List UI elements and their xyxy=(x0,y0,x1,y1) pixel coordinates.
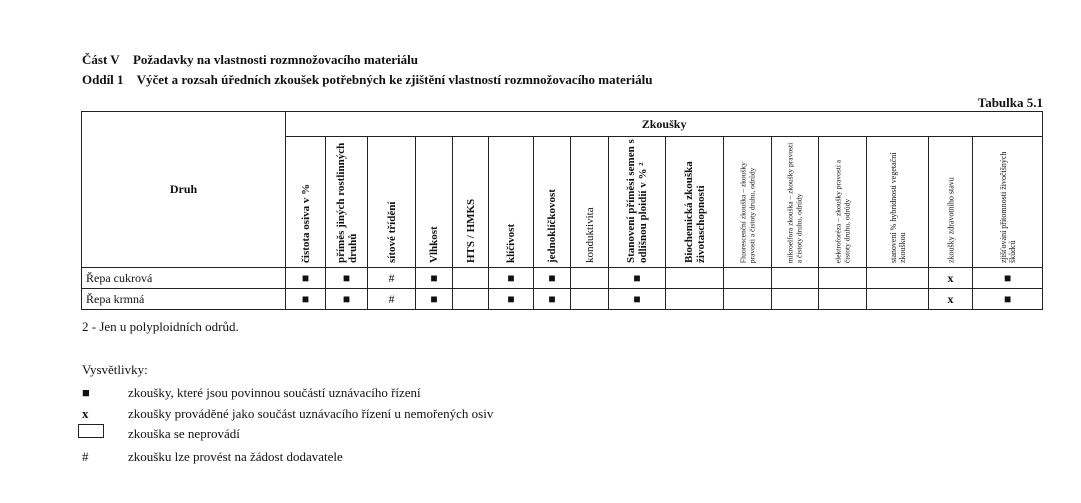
column-header-label: Fluorescenční zkouška – zkoušky pravosti a čistoty druhu, odrůdy xyxy=(737,161,756,263)
column-header-label: jednoklíčkovost xyxy=(546,189,558,263)
table-cell xyxy=(772,289,819,310)
table-cell: # xyxy=(368,268,416,289)
druh-header: Druh xyxy=(82,112,286,268)
column-header-label: Stanovení příměsi semen s odlišnou ploidií v % ² xyxy=(625,139,649,263)
column-header xyxy=(453,137,489,268)
column-header xyxy=(571,137,609,268)
column-header xyxy=(867,137,929,268)
table-cell: ■ xyxy=(489,289,534,310)
section-heading xyxy=(82,72,652,88)
table-cell: ■ xyxy=(609,268,666,289)
table-cell: ■ xyxy=(489,268,534,289)
table-cell: ■ xyxy=(326,268,368,289)
table-row xyxy=(82,268,1043,289)
table-number: Tabulka 5.1 xyxy=(977,95,1043,110)
column-header xyxy=(416,137,453,268)
column-header xyxy=(724,137,772,268)
column-header xyxy=(534,137,571,268)
column-header xyxy=(772,137,819,268)
table-row xyxy=(82,289,1043,310)
column-header-label: příměs jiných rostlinných druhů xyxy=(334,142,359,263)
footnote: 2 - Jen u polyploidních odrůd. xyxy=(82,319,239,334)
legend-symbol-x: x xyxy=(82,406,89,421)
column-header-label: mikroelfora zkouška – zkoušky pravosti a čistoty druhu, odrůdy xyxy=(785,142,803,263)
column-header xyxy=(368,137,416,268)
legend-symbol-empty-box xyxy=(78,424,98,442)
table-cell: # xyxy=(368,289,416,310)
table-cell xyxy=(571,268,609,289)
section-title: Výčet a rozsah úředních zkoušek potřebných ke zjištění vlastností rozmnožovacího materiálu xyxy=(136,72,653,87)
part-title: Požadavky na vlastnosti rozmnožovacího materiálu xyxy=(132,52,418,67)
column-header-label: elektroforéza – zkoušky pravosti a čistoty druhu, odrůdy xyxy=(832,159,851,263)
table-cell xyxy=(867,289,929,310)
column-header-label: klíčivost xyxy=(505,223,517,263)
column-header-label: čistota osiva v % xyxy=(299,183,312,263)
table-cell: ■ xyxy=(326,289,368,310)
part-heading xyxy=(82,52,418,68)
legend-text: zkoušky, které jsou povinnou součástí uznávacího řízení xyxy=(128,385,421,400)
table-cell: ■ xyxy=(973,268,1043,289)
column-header xyxy=(326,137,368,268)
column-header-label: stanovení % hybridnosti vegetační zkouškou xyxy=(888,152,907,263)
table-body xyxy=(82,268,1043,310)
table-cell: ■ xyxy=(286,268,326,289)
legend-text: zkoušku lze provést na žádost dodavatele xyxy=(128,449,343,464)
column-header xyxy=(286,137,326,268)
table-cell xyxy=(819,268,867,289)
table-cell: ■ xyxy=(416,289,453,310)
column-header xyxy=(609,137,666,268)
table-cell: x xyxy=(929,289,973,310)
table-cell xyxy=(819,289,867,310)
legend-symbol-hash: # xyxy=(82,449,89,464)
legend-text: zkouška se neprovádí xyxy=(128,426,240,441)
zkousky-header: Zkoušky xyxy=(286,112,1043,137)
table-cell xyxy=(666,289,724,310)
row-label: Řepa cukrová xyxy=(82,268,286,289)
legend-text: zkoušky prováděné jako součást uznávacího řízení u nemořených osiv xyxy=(128,406,494,421)
column-header-label: zjišťování přítomnosti živočišných škůdců xyxy=(998,151,1017,263)
table-cell xyxy=(666,268,724,289)
column-header-label: konduktivita xyxy=(583,207,596,263)
part-number: Část V xyxy=(82,52,120,67)
table-cell xyxy=(571,289,609,310)
column-header xyxy=(489,137,534,268)
table-cell: ■ xyxy=(609,289,666,310)
column-header-label: sítové třídění xyxy=(385,201,398,263)
column-header xyxy=(666,137,724,268)
column-header-label: zkoušky zdravotního stavu xyxy=(946,177,955,263)
column-header-label: Biochemická zkouška životaschopnosti xyxy=(682,161,707,263)
row-label: Řepa krmná xyxy=(82,289,286,310)
table-cell xyxy=(724,289,772,310)
table-cell: x xyxy=(929,268,973,289)
table-cell: ■ xyxy=(973,289,1043,310)
legend-symbol-square: ■ xyxy=(82,385,90,400)
legend-title: Vysvětlivky: xyxy=(82,362,148,377)
column-header-label: Vlhkost xyxy=(428,226,440,263)
column-header-label: HTS / HMKS xyxy=(464,198,477,263)
section-number: Oddíl 1 xyxy=(82,72,124,87)
table-cell: ■ xyxy=(534,268,571,289)
table-cell xyxy=(867,268,929,289)
column-header xyxy=(973,137,1043,268)
table-cell xyxy=(453,289,489,310)
tests-table xyxy=(81,111,1043,310)
table-cell xyxy=(772,268,819,289)
column-header xyxy=(929,137,973,268)
column-header xyxy=(819,137,867,268)
table-cell xyxy=(724,268,772,289)
table-cell: ■ xyxy=(534,289,571,310)
table-cell xyxy=(453,268,489,289)
table-cell: ■ xyxy=(416,268,453,289)
table-cell: ■ xyxy=(286,289,326,310)
